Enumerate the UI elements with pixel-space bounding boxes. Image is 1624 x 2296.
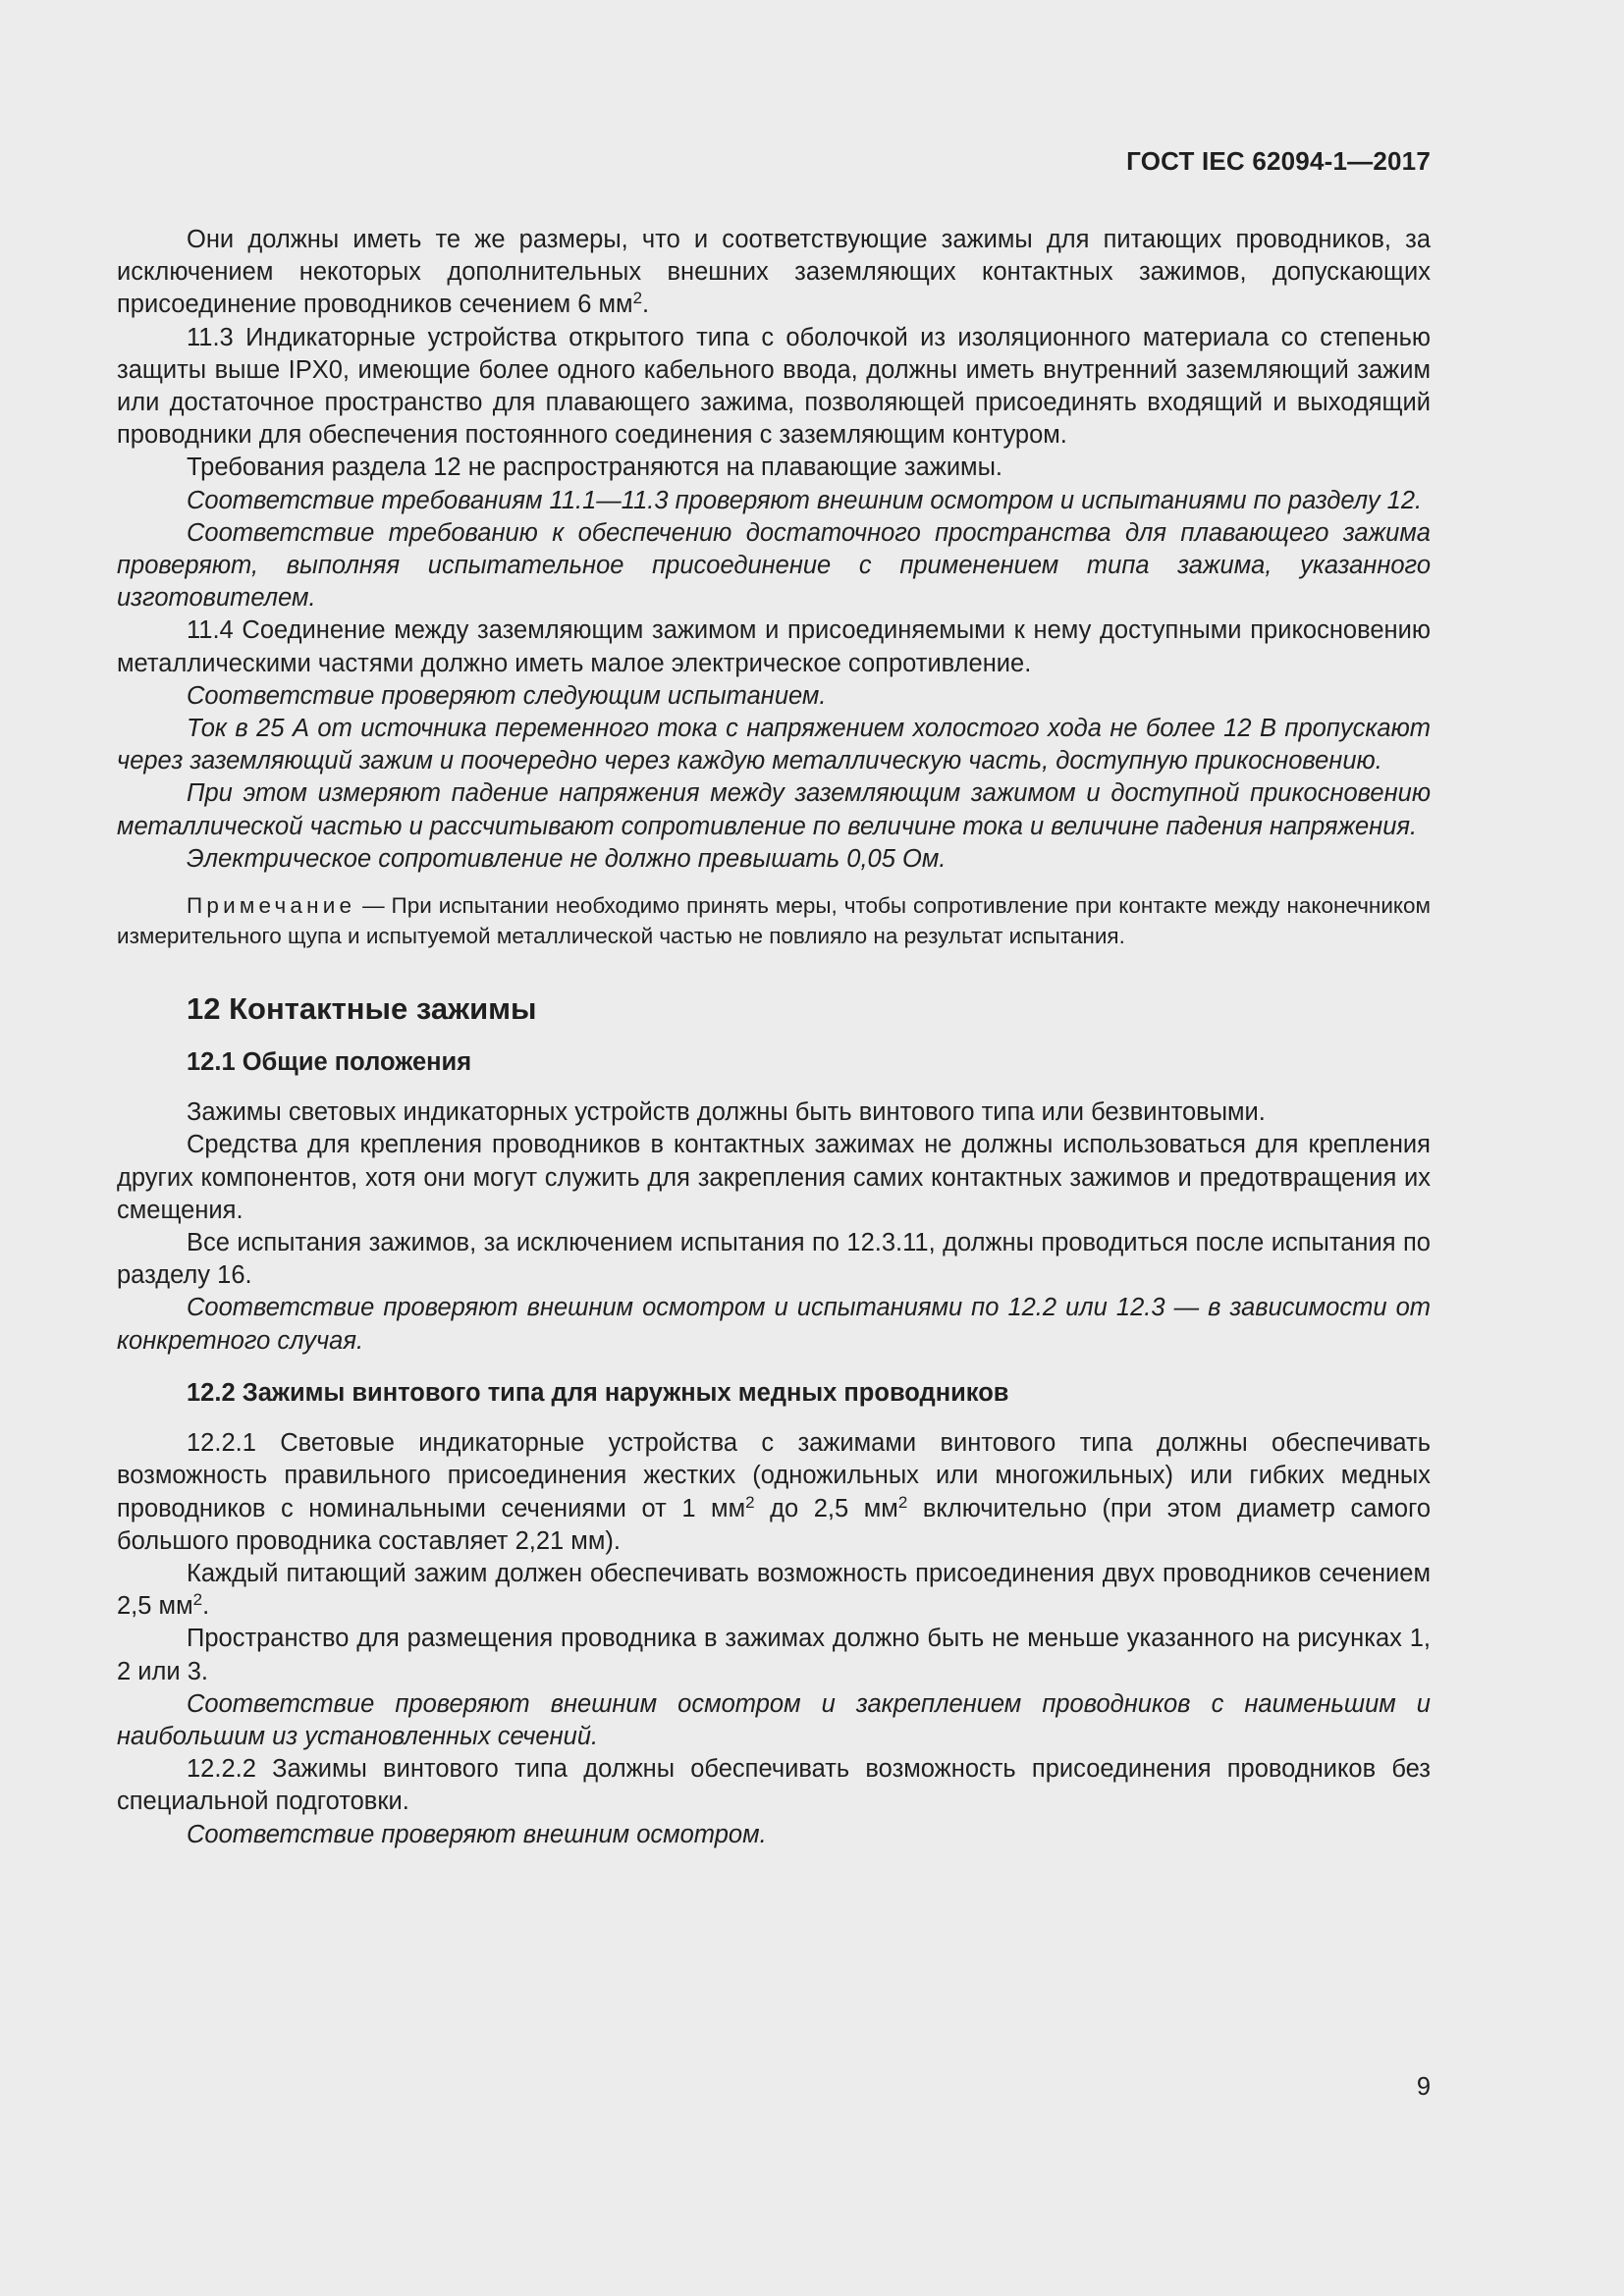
clause-12-2-2: 12.2.2 Зажимы винтового типа должны обеспечивать возможность присоединения проводников без специальной подготовки. [117,1755,1431,1816]
test-description: Ток в 25 А от источника переменного тока с напряжением холостого хода не более 12 В пропускают через заземляющий зажим и поочередно через каждую металлическую часть, доступную прикосновению. [117,715,1431,775]
subsection-heading: 12.1 Общие положения [187,1048,472,1077]
paragraph: Пространство для размещения проводника в зажимах должно быть не меньше указанного на рисунках 1, 2 или 3. [117,1625,1431,1685]
paragraph: Они должны иметь те же размеры, что и соответствующие зажимы для питающих проводников, за исключением некоторых дополнительных внешних заземляющих контактных зажимов, допускающих присоединение проводников сечением 6 $мм^2$. [117,226,1431,319]
paragraph: Все испытания зажимов, за исключением испытания по 12.3.11, должны проводиться после испытания по разделу 16. [117,1229,1431,1290]
paragraph: Средства для крепления проводников в контактных зажимах не должны использоваться для крепления других компонентов, хотя они могут служить для закрепления самих контактных зажимов и предотвращения их смещения. [117,1131,1431,1224]
paragraph: Требования раздела 12 не распространяются на плавающие зажимы. [187,454,1003,482]
clause-11-3: 11.3 Индикаторные устройства открытого типа с оболочкой из изоляционного материала со степенью защиты выше IPX0, имеющие более одного кабельного ввода, должны иметь внутренний заземляющий зажим или достаточное пространство для плавающего зажима, позволяющей присоединять входящий и выходящий проводники для обеспечения постоянного соединения с заземляющим контуром. [117,323,1431,450]
standard-designation: ГОСТ IEC 62094-1—2017 [1126,146,1431,176]
note [117,890,1431,951]
clause-11-4: 11.4 Соединение между заземляющим зажимом и присоединяемыми к нему доступными прикосновению металлическими частями должно иметь малое электрическое сопротивление. [117,616,1431,677]
compliance-statement: Соответствие проверяют следующим испытанием. [187,681,827,710]
superscript: 2 [745,1492,755,1512]
superscript: 2 [897,1492,908,1512]
compliance-statement: Соответствие проверяют внешним осмотром. [187,1820,767,1848]
compliance-statement: Соответствие требованиям 11.1—11.3 проверяют внешним осмотром и испытаниями по разделу 12. [187,486,1423,514]
superscript: 2 [192,1590,203,1610]
superscript: 2 [632,289,643,308]
paragraph: Зажимы световых индикаторных устройств должны быть винтового типа или безвинтовыми. [187,1098,1266,1127]
note-text: — При испытании необходимо принять меры, чтобы сопротивление при контакте между наконечником измерительного щупа и испытуемой металлической частью не повлияло на результат испытания. [117,893,1431,949]
paragraph: Каждый питающий зажим должен обеспечивать возможность присоединения двух проводников сечением 2,5 $мм^2$. [117,1559,1431,1621]
compliance-statement: Соответствие требованию к обеспечению достаточного пространства для плавающего зажима проверяют, выполняя испытательное присоединение с применением типа зажима, указанного изготовителем. [117,518,1431,613]
subsection-heading: 12.2 Зажимы винтового типа для наружных медных проводников [187,1378,1009,1407]
compliance-statement: Соответствие проверяют внешним осмотром и закреплением проводников с наименьшим и наибольшим из установленных сечений. [117,1689,1431,1750]
page-content [117,224,1431,1851]
page-number: 9 [1416,2073,1431,2101]
clause-12-2-1: 12.2.1 Световые индикаторные устройства с зажимами винтового типа должны обеспечивать возможность правильного присоединения жестких (одножильных или многожильных) или гибких медных проводников с номинальными сечениями от 1 $мм^2$ до 2,5 $мм^2$ включительно (при этом диаметр самого большого проводника составляет 2,21 мм). [117,1429,1432,1555]
note-label: Примечание [187,893,356,919]
compliance-statement: Соответствие проверяют внешним осмотром и испытаниями по 12.2 или 12.3 — в зависимости от конкретного случая. [117,1294,1431,1355]
test-description: Электрическое сопротивление не должно превышать 0,05 Ом. [187,844,947,873]
test-description: При этом измеряют падение напряжения между заземляющим зажимом и доступной прикосновению металлической частью и рассчитывают сопротивление по величине тока и величине падения напряжения. [117,779,1431,840]
section-heading: 12 Контактные зажимы [187,991,537,1027]
